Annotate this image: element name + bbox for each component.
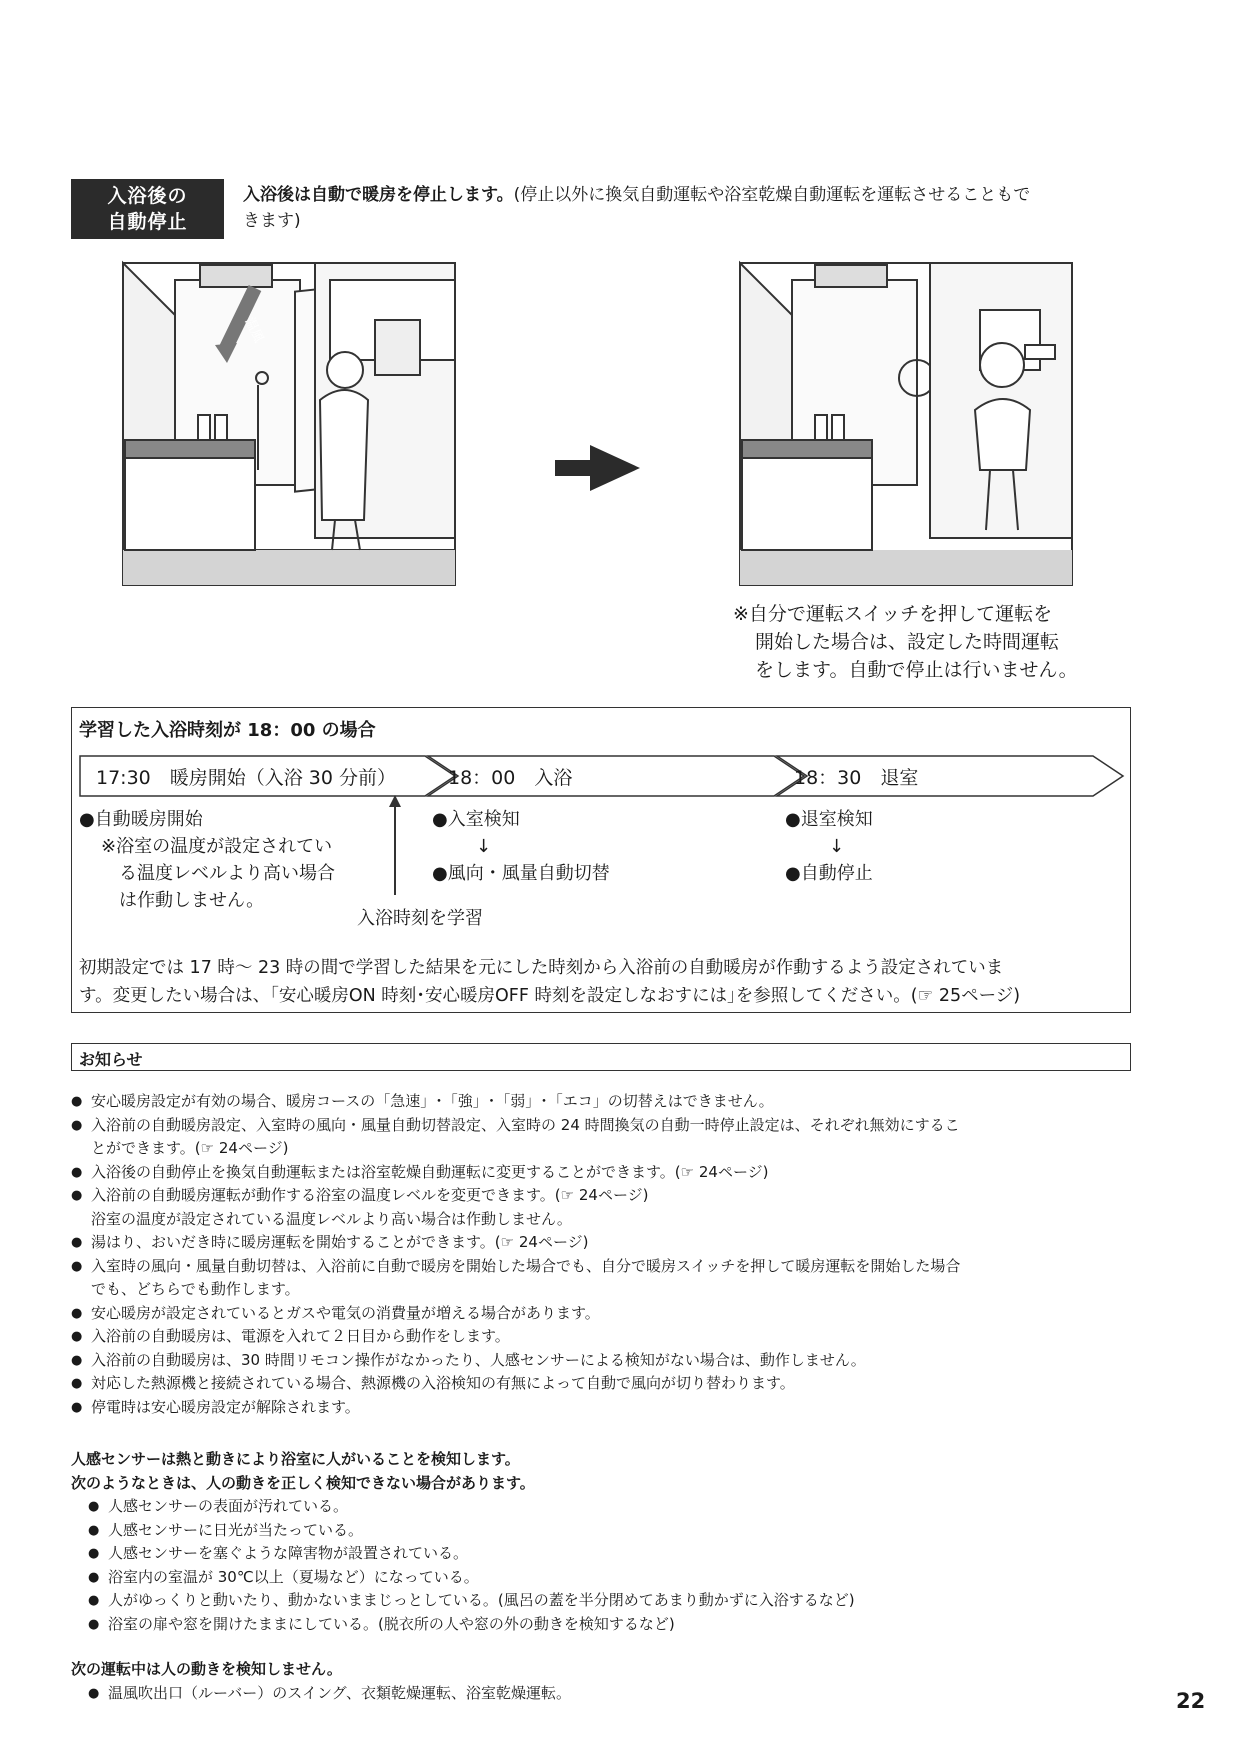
transition-arrow: [555, 445, 640, 491]
intro-text: [243, 182, 1143, 234]
caption-line1: ※自分で運転スイッチを押して運転を: [733, 603, 1053, 625]
col2-line1: ●入室検知: [432, 809, 520, 830]
sensor-heading1: 人感センサーは熱と動きにより浴室に人がいることを検知します。: [71, 1450, 520, 1468]
notice-item: ● 入浴前の自動暖房設定、入室時の風向・風量自動切替設定、入室時の 24 時間換気の自動一時停止設定は、それぞれ無効にするこ とができます。(☞ 24ページ): [71, 1114, 1131, 1161]
notice-item: ● 湯はり、おいだき時に暖房運転を開始することができます。(☞ 24ページ): [71, 1231, 1131, 1255]
right-bathroom-illustration: [740, 263, 1072, 585]
timeline-title: 学習した入浴時刻が 18：00 の場合: [79, 720, 376, 741]
badge-line1: 入浴後の: [107, 185, 188, 207]
notice-item: ● 停電時は安心暖房設定が解除されます。: [71, 1396, 1131, 1420]
sensor-heading3: 次の運転中は人の動きを検知しません。: [71, 1660, 342, 1678]
sensor-item: ● 人感センサーを塞ぐような障害物が設置されている。: [88, 1542, 1131, 1566]
notice-item-cont: 浴室の温度が設定されている温度レベルより高い場合は作動しません。: [91, 1209, 572, 1228]
col3-line2: ●自動停止: [785, 863, 873, 884]
sensor-item: ● 浴室内の室温が 30℃以上（夏場など）になっている。: [88, 1566, 1131, 1590]
col1-line4: は作動しません。: [119, 890, 265, 911]
illustration-caption: [733, 600, 1093, 684]
stage1-label: 17:30 暖房開始（入浴 30 分前）: [96, 767, 397, 789]
col2-arrow: ↓: [476, 836, 492, 857]
col1-line2: ※浴室の温度が設定されてい: [101, 836, 333, 857]
timeline-note: [79, 954, 1129, 1010]
notice-item: ● 安心暖房設定が有効の場合、暖房コースの「急速」･「強」･「弱」･「エコ」の切替えはできません。: [71, 1090, 1131, 1114]
col3-line1: ●退室検知: [785, 809, 873, 830]
col2-line2: ●風向・風量自動切替: [432, 863, 610, 884]
learn-label: 入浴時刻を学習: [357, 908, 483, 929]
caption-line3: をします。自動で停止は行いません。: [755, 659, 1078, 681]
sensor-section: [71, 1448, 1131, 1705]
col1: [79, 806, 335, 914]
left-bathroom-illustration: [123, 263, 455, 585]
col3-arrow: ↓: [829, 836, 845, 857]
sensor-heading2: 次のようなときは、人の動きを正しく検知できない場合があります。: [71, 1473, 535, 1492]
badge-line2: 自動停止: [107, 211, 188, 233]
notice-item: ● 入浴前の自動暖房運転が動作する浴室の温度レベルを変更できます。(☞ 24ページ) 浴室の温度が設定されている温度レベルより高い場合は作動しません。: [71, 1184, 1131, 1231]
stage2-label: 18：00 入浴: [448, 767, 573, 789]
notice-list: [71, 1090, 1131, 1419]
sensor-item: ● 人がゆっくりと動いたり、動かないままじっとしている。(風呂の蓋を半分閉めてあまり動かずに入浴するなど): [88, 1589, 1131, 1613]
col1-line1: ●自動暖房開始: [79, 809, 203, 830]
notice-item: ● 入浴前の自動暖房は、電源を入れて２日目から動作をします。: [71, 1325, 1131, 1349]
sensor-item: ● 浴室の扉や窓を開けたままにしている。(脱衣所の人や窓の外の動きを検知するなど): [88, 1613, 1131, 1637]
notice-item: ● 安心暖房が設定されているとガスや電気の消費量が増える場合があります。: [71, 1302, 1131, 1326]
sensor-item: ● 人感センサーに日光が当たっている。: [88, 1519, 1131, 1543]
col3: [785, 806, 873, 887]
col2: [432, 806, 610, 887]
learn-pointer: [385, 795, 405, 900]
sensor-item: ● 人感センサーの表面が汚れている。: [88, 1495, 1131, 1519]
section-badge: [71, 179, 224, 239]
stage3-label: 18：30 退室: [794, 767, 919, 789]
page-number: 22: [1176, 1689, 1206, 1713]
notice-item: ● 入室時の風向・風量自動切替は、入浴前に自動で暖房を開始した場合でも、自分で暖房スイッチを押して暖房運転を開始した場合 でも、どちらでも動作します。: [71, 1255, 1131, 1302]
notice-item: ● 対応した熱源機と接続されている場合、熱源機の入浴検知の有無によって自動で風向が切り替わります。: [71, 1372, 1131, 1396]
airflow-label: 温風: [241, 315, 266, 346]
intro-rest: (停止以外に換気自動運転や浴室乾燥自動運転を運転させることもで: [513, 185, 1031, 205]
intro-line2: きます): [243, 211, 301, 231]
sensor-item: ● 温風吹出口（ルーバー）のスイング、衣類乾燥運転、浴室乾燥運転。: [88, 1682, 1131, 1706]
notice-item-cont: とができます。(☞ 24ページ): [91, 1139, 289, 1157]
notice-item-cont: でも、どちらでも動作します。: [91, 1280, 300, 1298]
caption-line2: 開始した場合は、設定した時間運転: [755, 631, 1060, 653]
col1-line3: る温度レベルより高い場合: [119, 863, 335, 884]
bathroom-illustrations: [120, 260, 1080, 590]
notice-heading: お知らせ: [71, 1043, 1131, 1071]
note-line2: す。変更したい場合は、｢安心暖房ON 時刻･安心暖房OFF 時刻を設定しなおすには｣を参照してください。(☞ 25ページ): [79, 986, 1021, 1006]
notice-item: ● 入浴前の自動暖房は、30 時間リモコン操作がなかったり、人感センサーによる検知がない場合は、動作しません。: [71, 1349, 1131, 1373]
intro-bold: 入浴後は自動で暖房を停止します。: [243, 185, 514, 205]
notice-item: ● 入浴後の自動停止を換気自動運転または浴室乾燥自動運転に変更することができます。(☞ 24ページ): [71, 1161, 1131, 1185]
note-line1: 初期設定では 17 時～ 23 時の間で学習した結果を元にした時刻から入浴前の自動暖房が作動するよう設定されていま: [79, 958, 1004, 978]
